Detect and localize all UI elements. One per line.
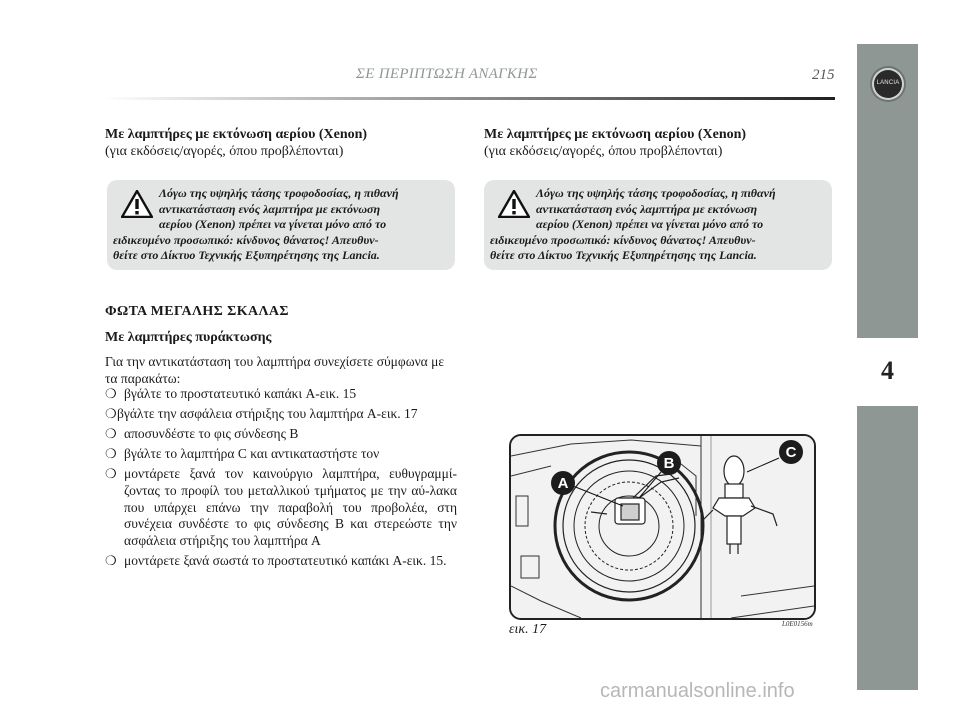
list-item	[105, 426, 457, 443]
steps-list	[105, 386, 457, 573]
section-subtitle: Με λαμπτήρες πυράκτωσης	[105, 330, 272, 345]
figure-caption: εικ. 17	[509, 622, 547, 637]
intro-paragraph: Για την αντικατάσταση του λαμπτήρα συνεχίσετε σύμφωνα με τα παρακάτω:	[105, 354, 445, 386]
step-text: βγάλτε το προστατευτικό καπάκι A-εικ. 15	[124, 386, 357, 401]
bullet-icon: ❍	[105, 552, 117, 568]
bullet-icon: ❍	[105, 426, 117, 442]
chapter-marker	[857, 338, 918, 406]
warning-line: ειδικευμένο προσωπικό: κίνδυνος θάνατος! Απευθυν-	[490, 232, 756, 247]
step-text: βγάλτε το λαμπτήρα C και αντικαταστήστε τον	[124, 446, 380, 462]
section-title: ΦΩΤΑ ΜΕΓΑΛΗΣ ΣΚΑΛΑΣ	[105, 304, 289, 319]
warning-line: θείτε στο Δίκτυο Τεχνικής Εξυπηρέτησης της Lancia.	[113, 248, 380, 262]
warning-line: Λόγω της υψηλής τάσης τροφοδοσίας, η πιθανή	[536, 186, 776, 200]
watermark: carmanualsonline.info	[600, 680, 795, 702]
list-item	[105, 386, 457, 403]
figure-label-b: B	[663, 455, 675, 472]
list-item	[105, 446, 457, 463]
figure-code: L0E0156m	[782, 620, 813, 628]
figure-label-a: A	[557, 475, 569, 492]
warning-line: ειδικευμένο προσωπικό: κίνδυνος θάνατος! Απευθυν-	[113, 232, 379, 247]
headlight-illustration	[511, 436, 814, 618]
bullet-icon: ❍	[105, 406, 117, 422]
right-heading: Με λαμπτήρες με εκτόνωση αερίου (Xenon)	[484, 127, 747, 142]
chapter-number: 4	[881, 356, 894, 385]
lancia-logo-icon	[870, 66, 906, 102]
right-warning-text	[490, 186, 824, 264]
warning-line: θείτε στο Δίκτυο Τεχνικής Εξυπηρέτησης της Lancia.	[490, 248, 757, 262]
list-item	[105, 406, 457, 423]
warning-line: αερίου (Xenon) πρέπει να γίνεται μόνο από το	[536, 217, 764, 231]
step-text: μοντάρετε ξανά σωστά το προστατευτικό καπάκι A-εικ. 15.	[124, 552, 447, 568]
headlight-figure	[509, 434, 816, 620]
figure-label-c: C	[785, 444, 797, 461]
step-text: αποσυνδέστε το φις σύνδεσης B	[124, 426, 299, 442]
page-number: 215	[812, 67, 835, 83]
header-rule	[103, 97, 835, 100]
left-subheading: (για εκδόσεις/αγορές, όπου προβλέπονται)	[105, 144, 344, 159]
right-subheading: (για εκδόσεις/αγορές, όπου προβλέπονται)	[484, 144, 723, 159]
left-warning-text	[113, 186, 447, 264]
list-item	[105, 553, 457, 570]
warning-line: Λόγω της υψηλής τάσης τροφοδοσίας, η πιθανή	[159, 186, 399, 200]
step-text: μοντάρετε ξανά τον καινούργιο λαμπτήρα, ευθυγραμμί-ζοντας το προφίλ του μεταλλικού τμήματος με την αύ-λακα που υπάρχει επάνω την παραβολή του προβολέα, στη συνέχεια συνδέστε το φις σύνδεσης B και στερεώστε την ασφάλεια στήριξης του λαμπτήρα A	[124, 466, 457, 548]
running-title: ΣΕ ΠΕΡΙΠΤΩΣΗ ΑΝΑΓΚΗΣ	[356, 66, 538, 82]
right-warning-box	[484, 180, 832, 270]
bullet-icon: ❍	[105, 446, 117, 462]
logo-text: LANCIA	[876, 80, 900, 86]
warning-line: αερίου (Xenon) πρέπει να γίνεται μόνο από το	[159, 217, 387, 231]
bullet-icon: ❍	[105, 466, 117, 482]
bullet-icon: ❍	[105, 386, 117, 401]
warning-line: αντικατάσταση ενός λαμπτήρα με εκτόνωση	[159, 201, 381, 216]
left-warning-box	[107, 180, 455, 270]
list-item	[105, 466, 457, 549]
left-heading: Με λαμπτήρες με εκτόνωση αερίου (Xenon)	[105, 127, 368, 142]
warning-line: αντικατάσταση ενός λαμπτήρα με εκτόνωση	[536, 201, 758, 216]
step-text: βγάλτε την ασφάλεια στήριξης του λαμπτήρα A-εικ. 17	[117, 406, 418, 422]
